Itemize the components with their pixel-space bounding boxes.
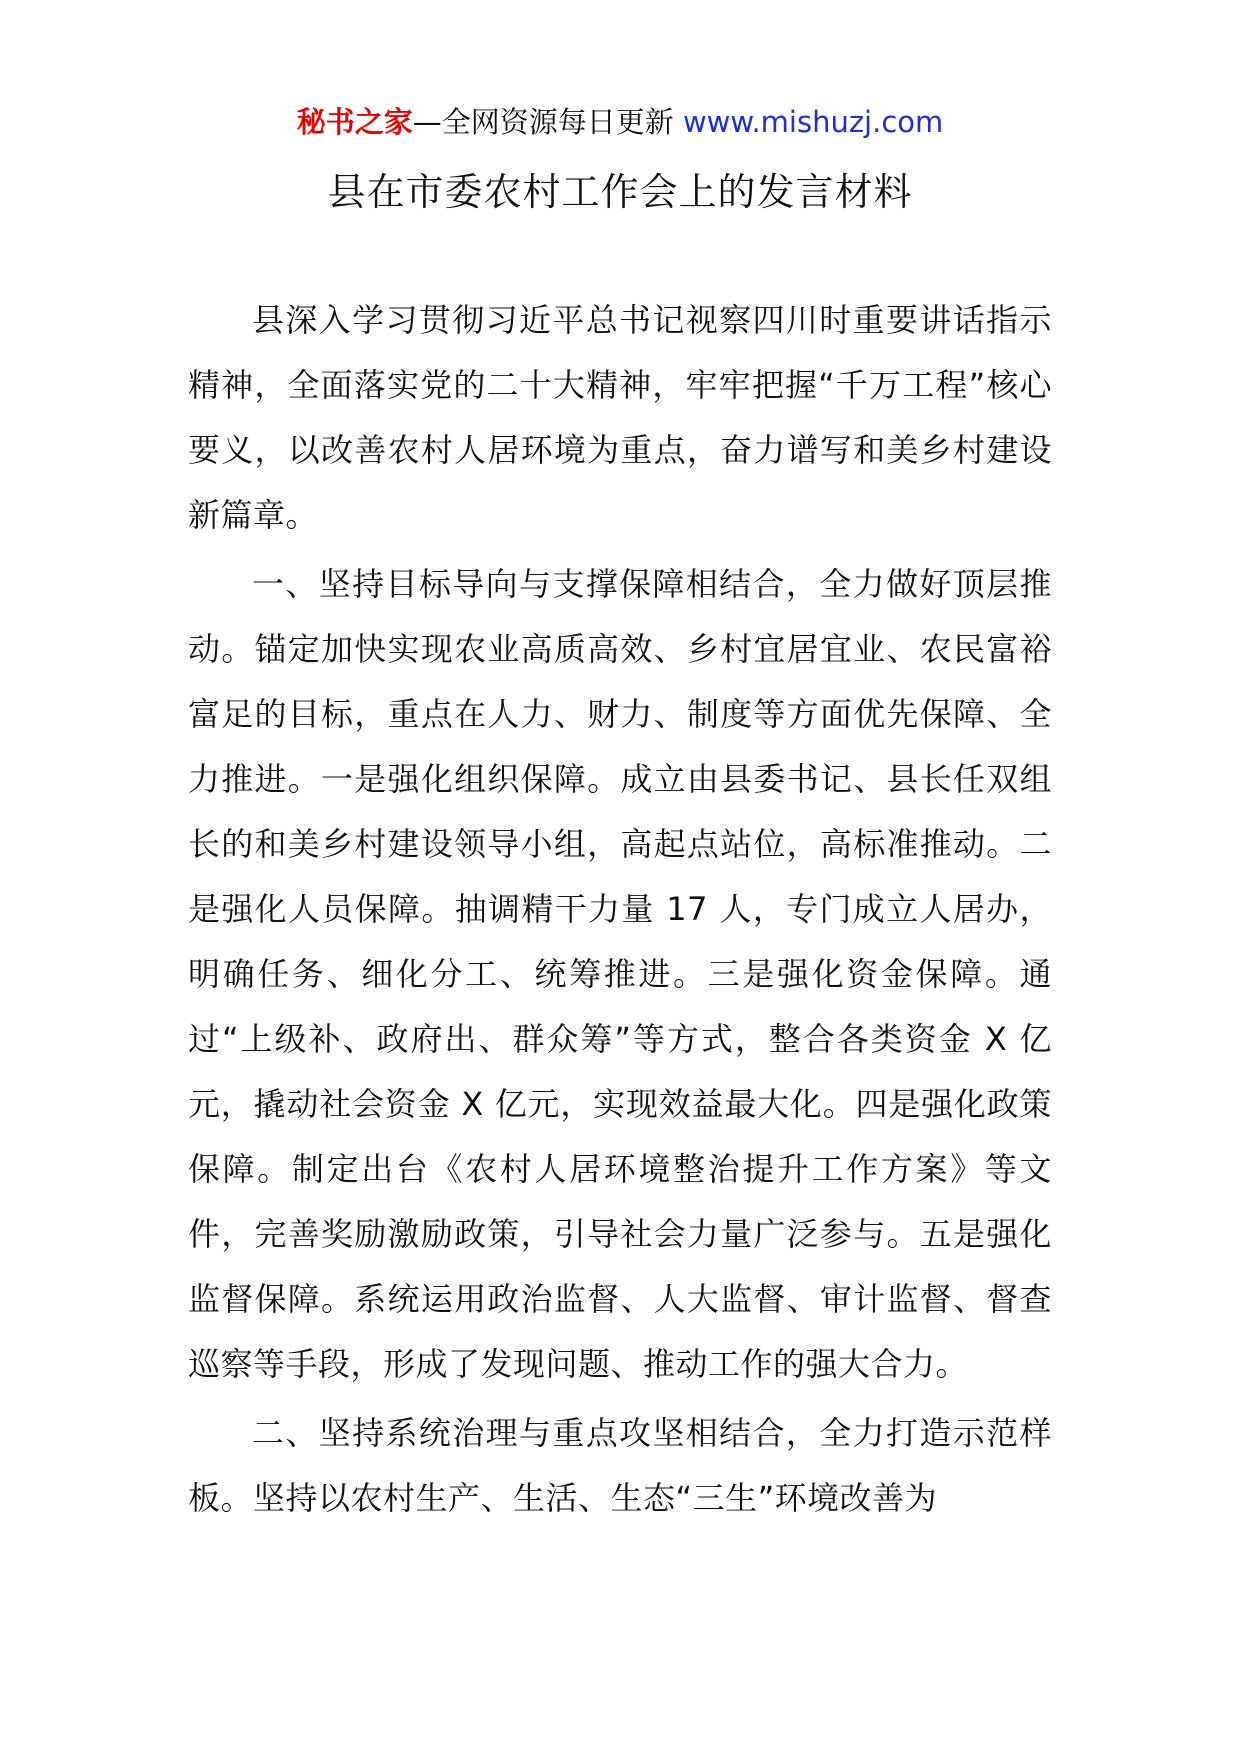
paragraph-intro: 县深入学习贯彻习近平总书记视察四川时重要讲话指示精神，全面落实党的二十大精神，牢牢把握“千万工程”核心要义，以改善农村人居环境为重点，奋力谱写和美乡村建设新篇章。 (188, 301, 1052, 534)
paragraph-section-1: 一、坚持目标导向与支撑保障相结合，全力做好顶层推动。锚定加快实现农业高质高效、乡村宜居宜业、农民富裕富足的目标，重点在人力、财力、制度等方面优先保障、全力推进。一是强化组织保障。成立由县委书记、县长任双组长的和美乡村建设领导小组，高起点站位，高标准推动。二是强化人员保障。抽调精干力量 17 人，专门成立人居办，明确任务、细化分工、统筹推进。三是强化资金保障。通过“上级补、政府出、群众筹”等方式，整合各类资金 X 亿元，撬动社会资金 X 亿元，实现效益最大化。四是强化政策保障。制定出台《农村人居环境整治提升工作方案》等文件，完善奖励激励政策，引导社会力量广泛参与。五是强化监督保障。系统运用政治监督、人大监督、审计监督、督查巡察等手段，形成了发现问题、推动工作的强大合力。 (188, 565, 1052, 1383)
brand-name: 秘书之家 (296, 105, 413, 139)
site-header (0, 100, 1240, 144)
paragraph-section-2: 二、坚持系统治理与重点攻坚相结合，全力打造示范样板。坚持以农村生产、生活、生态“三生”环境改善为 (188, 1414, 1052, 1517)
site-url-link[interactable]: www.mishuzj.com (682, 105, 944, 139)
document-title: 县在市委农村工作会上的发言材料 (327, 170, 913, 214)
header-tagline: —全网资源每日更新 (412, 105, 683, 139)
document-body (188, 288, 1052, 1535)
